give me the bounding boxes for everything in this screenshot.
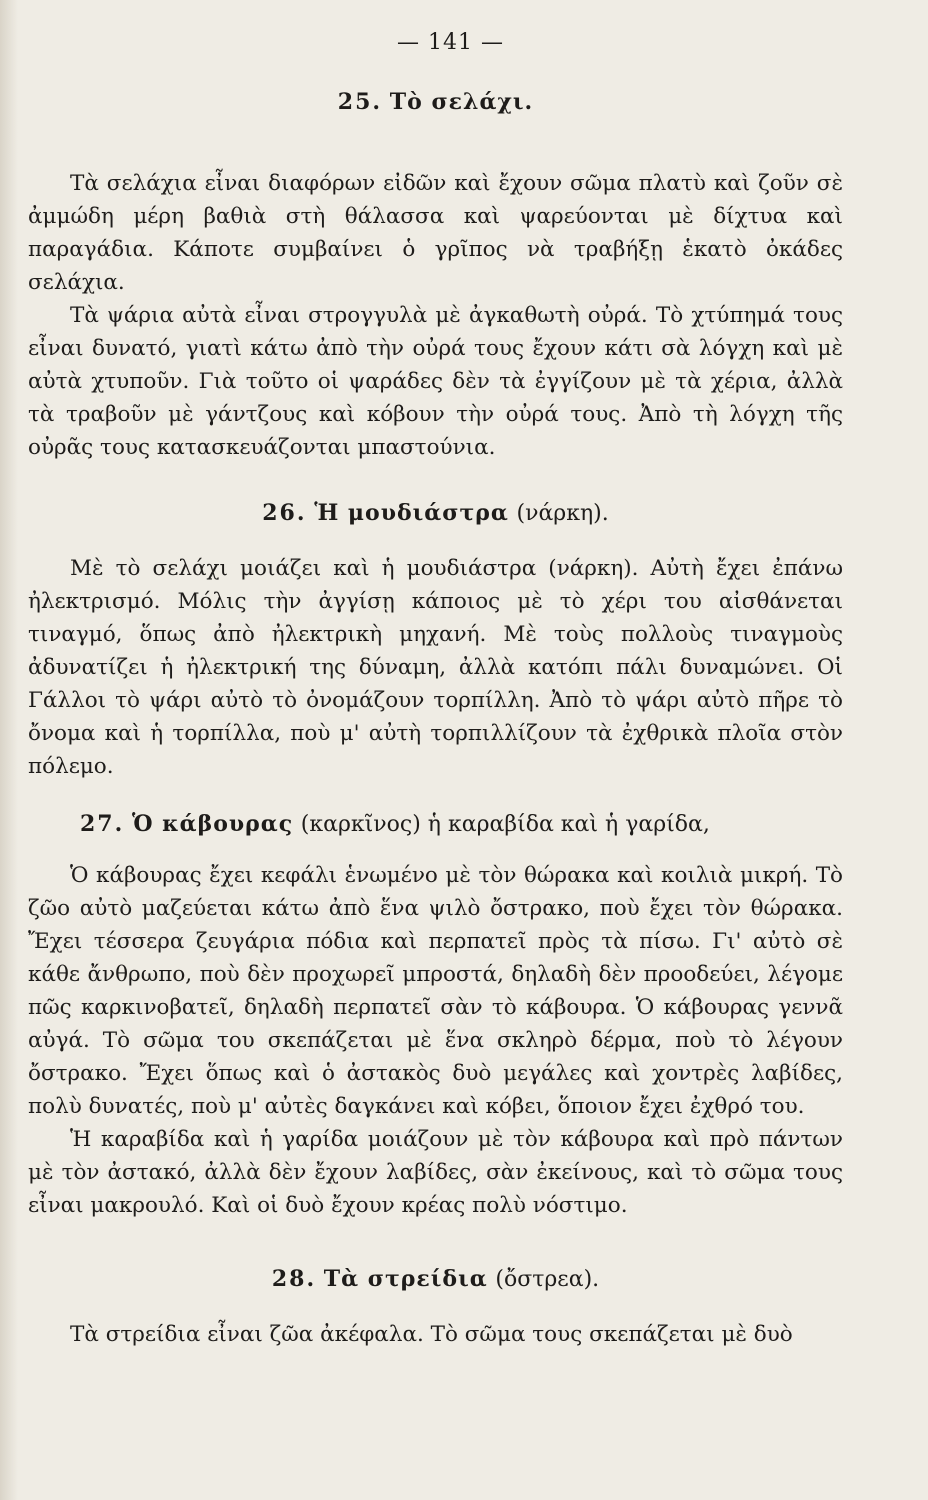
paragraph: Τὰ ψάρια αὐτὰ εἶναι στρογγυλὰ μὲ ἀγκαθωτὴ οὐρά. Τὸ χτύπημά τους εἶναι δυνατό, γιατὶ κάτω ἀπὸ τὴν οὐρά τους ἔχουν κάτι σὰ λόγχη καὶ μὲ αὐτὰ χτυποῦν. Γιὰ τοῦτο οἱ ψαράδες δὲν τὰ ἐγγίζουν μὲ τὰ χέρια, ἀλλὰ τὰ τραβοῦν μὲ γάντζους καὶ κόβουν τὴν οὐρά τους. Ἀπὸ τὴ λόγχη τῆς οὐρᾶς τους κατασκευάζονται μπαστούνια. [28,303,843,460]
section-title: Ὁ κάβουρας [131,811,294,837]
section-number: 26. [262,500,307,526]
section-heading-28 [28,1266,843,1292]
paragraph: Τὰ σελάχια εἶναι διαφόρων εἰδῶν καὶ ἔχουν σῶμα πλατὺ καὶ ζοῦν σὲ ἀμμώδη μέρη βαθιὰ στὴ θάλασσα καὶ ψαρεύονται μὲ δίχτυα καὶ παραγάδια. Κάποτε συμβαίνει ὁ γρῖπος νὰ τραβήξῃ ἑκατὸ ὀκάδες σελάχια. [28,171,843,295]
section-subtitle: (νάρκη). [516,501,609,526]
page-fold-shadow [0,0,18,1500]
section-subtitle: (καρκῖνος) ἡ καραβίδα καὶ ἡ γαρίδα, [300,812,710,837]
section-heading-27 [28,811,843,837]
paragraph: Ὁ κάβουρας ἔχει κεφάλι ἑνωμένο μὲ τὸν θώρακα καὶ κοιλιὰ μικρή. Τὸ ζῶο αὐτὸ μαζεύεται κάτω ἀπὸ ἕνα ψιλὸ ὄστρακο, ποὺ ἔχει τὸν θώρακα. Ἔχει τέσσερα ζευγάρια πόδια καὶ περπατεῖ πρὸς τὰ πίσω. Γι' αὐτὸ σὲ κάθε ἄνθρωπο, ποὺ δὲν προχωρεῖ μπροστά, δηλαδὴ δὲν προοδεύει, λέγομε πῶς καρκινοβατεῖ, δηλαδὴ περπατεῖ σὰν τὸ κάβουρα. Ὁ κάβουρας γεννᾶ αὐγά. Τὸ σῶμα του σκεπάζεται μὲ ἕνα σκληρὸ δέρμα, ποὺ τὸ λέγουν ὄστρακο. Ἔχει ὅπως καὶ ὁ ἀστακὸς δυὸ μεγάλες καὶ χοντρὲς λαβίδες, πολὺ δυνατές, ποὺ μ' αὐτὲς δαγκάνει καὶ κόβει, ὅποιον ἔχει ἐχθρό του. [28,863,843,1119]
section-number: 28. [271,1266,317,1292]
book-page [28,30,843,1351]
paragraph: Ἡ καραβίδα καὶ ἡ γαρίδα μοιάζουν μὲ τὸν κάβουρα καὶ πρὸ πάντων μὲ τὸν ἀστακό, ἀλλὰ δὲν ἔχουν λαβίδες, σὰν ἐκείνους, καὶ τὸ σῶμα τους εἶναι μακρουλό. Καὶ οἱ δυὸ ἔχουν κρέας πολὺ νόστιμο. [28,1127,843,1218]
section-number: 27. [80,811,125,837]
section-heading-26 [28,500,843,526]
page-number: — 141 — [397,30,504,55]
section-title: Τὸ σελάχι. [389,89,534,115]
paragraph: Μὲ τὸ σελάχι μοιάζει καὶ ἡ μουδιάστρα (νάρκη). Αὐτὴ ἔχει ἐπάνω ἠλεκτρισμό. Μόλις τὴν ἀγγίσῃ κάποιος μὲ τὸ χέρι του αἰσθάνεται τιναγμό, ὅπως ἀπὸ ἠλεκτρικὴ μηχανή. Μὲ τοὺς πολλοὺς τιναγμοὺς ἀδυνατίζει ἡ ἠλεκτρική της δύναμη, ἀλλὰ κατόπι πάλι δυναμώνει. Οἱ Γάλλοι τὸ ψάρι αὐτὸ τὸ ὀνομάζουν τορπίλλη. Ἀπὸ τὸ ψάρι αὐτὸ πῆρε τὸ ὄνομα καὶ ἡ τορπίλλα, ποὺ μ' αὐτὴ τορπιλλίζουν τὰ ἐχθρικὰ πλοῖα στὸν πόλεμο. [28,556,843,779]
section-title: Τὰ στρείδια [323,1266,488,1292]
section-title: Ἡ μουδιάστρα [314,500,509,526]
paragraph: Τὰ στρείδια εἶναι ζῶα ἀκέφαλα. Τὸ σῶμα τους σκεπάζεται μὲ δυὸ [70,1322,793,1347]
section-subtitle: (ὄστρεα). [495,1267,600,1292]
section-heading-25 [28,89,843,115]
section-number: 25. [337,89,383,115]
